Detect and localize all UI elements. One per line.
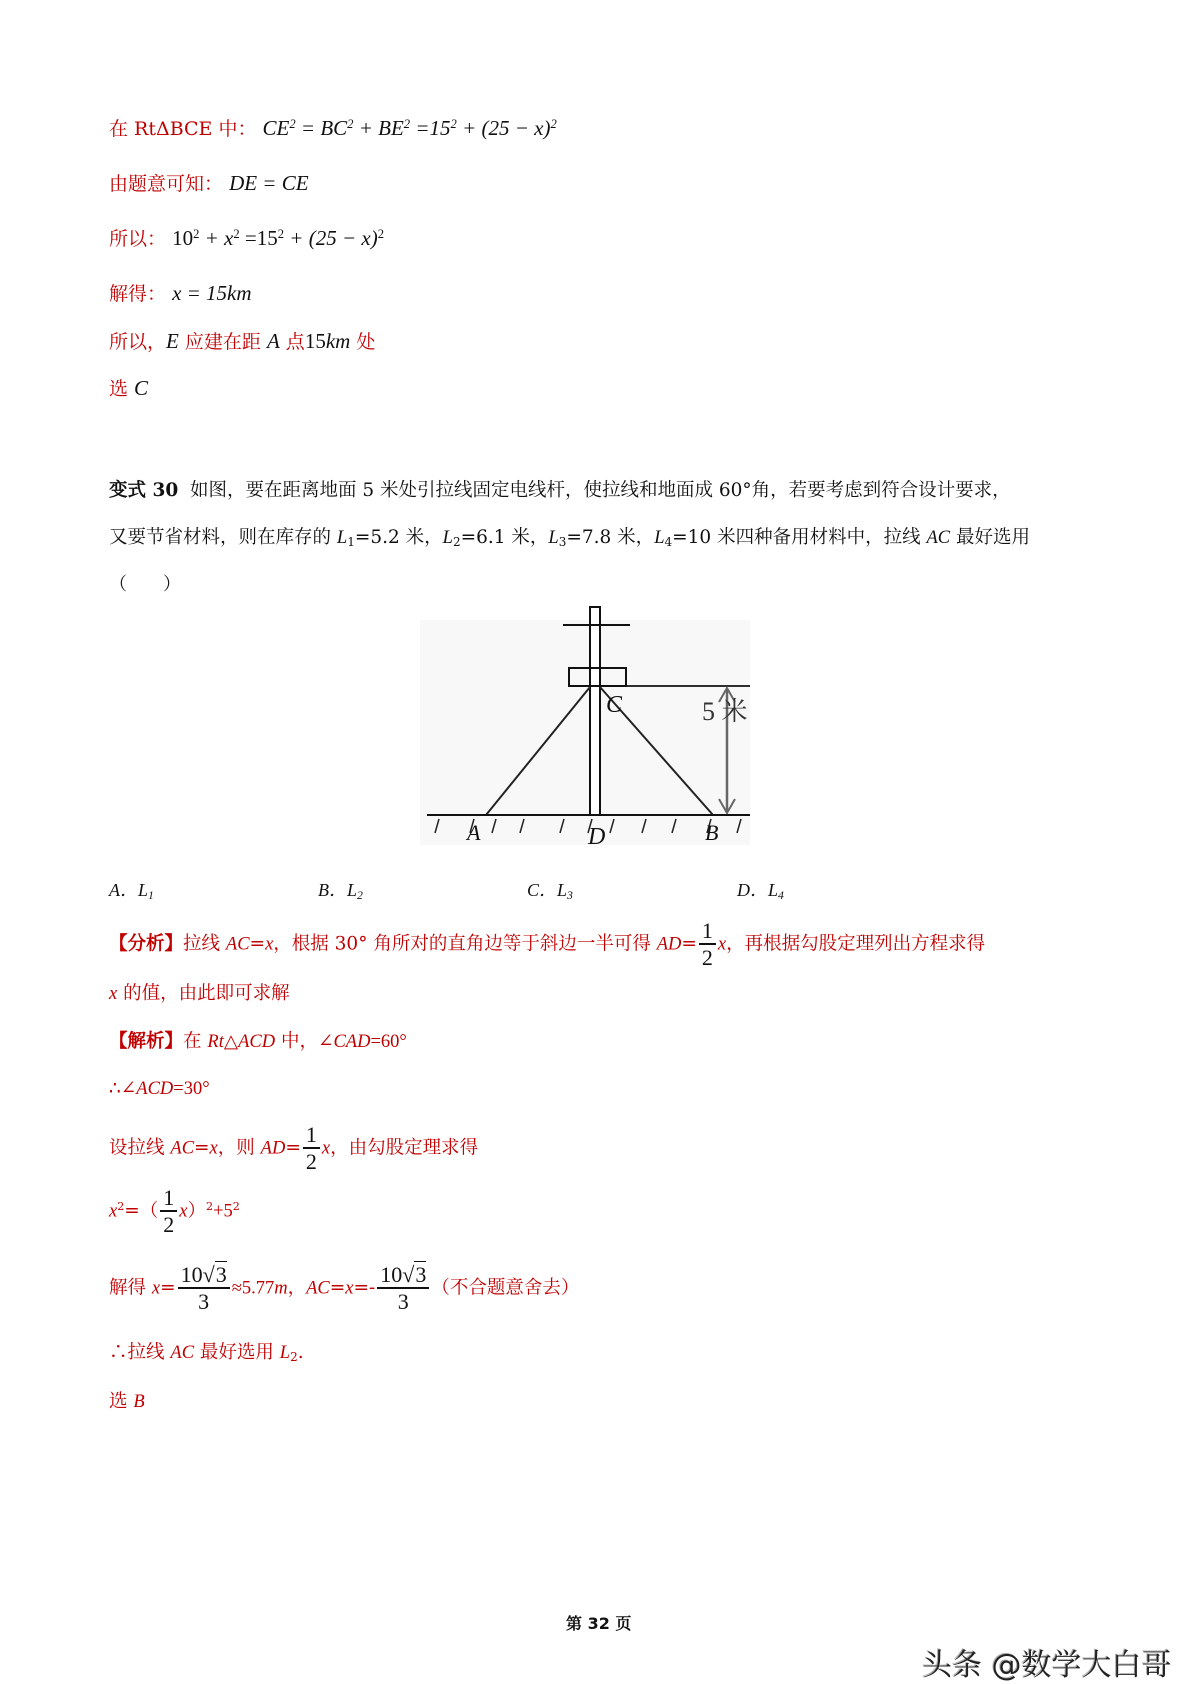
diagram-background	[420, 620, 750, 845]
option-c[interactable]: C．$L_3$	[527, 880, 573, 902]
point-d-label: D	[588, 824, 606, 850]
solution-tag: 【解析】	[109, 1031, 184, 1052]
equation-de-ce: DE = CE	[229, 171, 309, 195]
prev-line-2	[109, 173, 309, 194]
fraction-half: $\frac{1}{2}$	[699, 918, 716, 971]
label: 在 RtΔBCE 中：	[109, 118, 257, 140]
problem-line-2: 又要节省材料，则在库存的 $L_1=5.2$ 米，$L_2=6.1$ 米，$L_3=7.8$ 米，$L_4=10$ 米四种备用材料中，拉线 AC 最好选用	[109, 527, 1030, 549]
height-label: 5 米	[702, 697, 748, 726]
fraction-half: $\frac{1}{2}$	[160, 1185, 177, 1238]
answer: C	[134, 376, 149, 400]
page-number: 第 32 页	[566, 1614, 632, 1633]
label: 由题意可知：	[109, 173, 224, 195]
problem-text: 如图，要在距离地面 5 米处引拉线固定电线杆，使拉线和地面成 60°角，若要考虑到符合设计要求，	[189, 480, 1011, 501]
solution-line-6: ∴拉线 AC 最好选用 $L_2$.	[109, 1342, 304, 1364]
prev-line-4	[109, 283, 252, 304]
analysis-tag: 【分析】	[109, 933, 184, 955]
solution-line-4: $x^2=$（ $\frac{1}{2}$ $x)^2+5^2$	[109, 1185, 240, 1238]
prev-line-1	[109, 118, 557, 139]
prev-line-5: 所以，E 应建在距 A 点15km 处	[109, 329, 376, 353]
fraction-10root3-over-3: $\frac{10√3}{3}$	[178, 1262, 230, 1315]
problem-line-1	[109, 482, 1011, 501]
point-a-label: A	[467, 820, 481, 845]
solution-line-1: 【解析】在 Rt△ACD 中，∠CAD=60°	[109, 1031, 407, 1052]
pole-diagram	[420, 600, 760, 860]
equation-pythag: $10^2 + x^2 =15^2 + (25 - x)^2$	[172, 226, 384, 250]
fraction-half: $\frac{1}{2}$	[303, 1122, 320, 1175]
label: 解得：	[109, 283, 167, 305]
pole	[590, 607, 600, 815]
problem-tag: 变式 30	[109, 480, 179, 501]
solution-line-5: 解得 x= $\frac{10√3}{3}$ ≈5.77m，AC=x=- $\frac{10√3}{3}$ （不合题意舍去）	[109, 1262, 580, 1315]
point-c-label: C	[606, 692, 623, 718]
point-b-label: B	[705, 820, 719, 845]
option-d[interactable]: D．$L_4$	[737, 880, 784, 902]
fraction-10root3-over-3: $\frac{10√3}{3}$	[377, 1262, 429, 1315]
analysis-line-2: x 的值，由此即可求解	[109, 983, 290, 1004]
prev-line-6: 选 C	[109, 376, 149, 400]
prev-line-3	[109, 228, 384, 249]
option-a[interactable]: A．$L_1$	[109, 880, 154, 902]
equation-x: x = 15km	[172, 281, 252, 305]
analysis-line-1: 【分析】拉线 AC=x，根据 30° 角所对的直角边等于斜边一半可得 AD= $\frac{1}{2}$ x，再根据勾股定理列出方程求得	[109, 918, 986, 971]
answer-blank: （ ）	[109, 574, 181, 595]
solution-line-2: ∴∠ACD=30°	[109, 1078, 210, 1099]
watermark: 头条 @数学大白哥	[922, 1648, 1172, 1683]
final-answer: B	[133, 1392, 145, 1412]
solution-line-7: 选 B	[109, 1391, 145, 1412]
equation-ce: $CE^2 = BC^2 + BE^2 =15^2 + (25 - x)^2$	[262, 116, 557, 140]
label: 所以：	[109, 228, 167, 250]
solution-line-3: 设拉线 AC=x，则 AD= $\frac{1}{2}$ x，由勾股定理求得	[109, 1122, 479, 1175]
option-b[interactable]: B．$L_2$	[318, 880, 363, 902]
